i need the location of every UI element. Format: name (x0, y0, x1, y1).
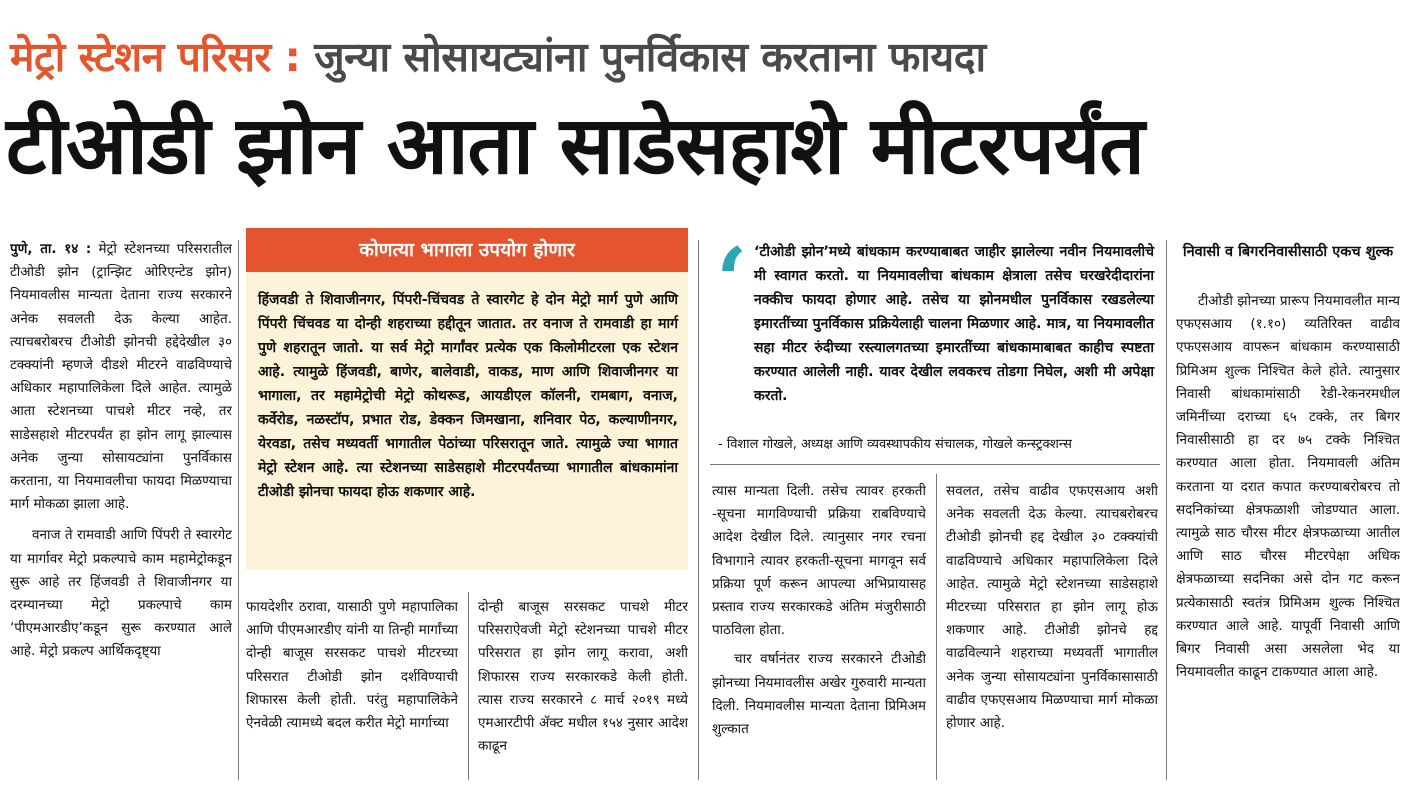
divider (710, 464, 1160, 465)
column-4-para-1: त्यास मान्यता दिली. तसेच त्यावर हरकती -सूचना मागविण्याची प्रक्रिया राबविण्याचे आदेश देखील दिले. त्यानुसार नगर रचना विभागाने त्यावर हरकती-सूचना मागवून सर्व प्रक्रिया पूर्ण करून आपल्या अभिप्रायासह प्रस्ताव राज्य सरकारकडे अंतिम मंजुरीसाठी पाठविला होता. (712, 483, 926, 639)
column-1 (10, 238, 232, 778)
headline: टीओडी झोन आता साडेसहाशे मीटरपर्यंत (6, 99, 1144, 192)
column-1-para-2: वनाज ते रामवाडी आणि पिंपरी ते स्वारगेट या मार्गावर मेट्रो प्रकल्पाचे काम महामेट्रोकडून सुरू आहे तर हिंजवडी ते शिवाजीनगर या दरम्यानच्या मेट्रो प्रकल्पाचे काम ‘पीएमआरडीए’कडून सुरू करण्यात आले आहे. मेट्रो प्रकल्प आर्थिकदृष्ट्या (10, 527, 232, 660)
divider (238, 240, 239, 780)
column-1-text-1: मेट्रो स्टेशनच्या परिसरातील टीओडी झोन (ट्रान्झिट ओरिएन्टेड झोन) नियमावलीस मान्यता देताना राज्य सरकारने अनेक सवलती देऊ केल्या आहेत. त्याचबरोबरच टीओडी झोनची हद्देदेखील ३० टक्क्यांनी म्हणजे दीडशे मीटरने वाढविण्याचे अधिकार महापालिकेला दिले आहेत. त्यामुळे आता स्टेशनच्या पाचशे मीटर नव्हे, तर साडेसहाशे मीटरपर्यंत हा झोन लागू झाल्यास अनेक जुन्या सोसायट्यांना पुनर्विकास करताना, या नियमावलीचा फायदा मिळण्याचा मार्ग मोकळा झाला आहे. (10, 241, 232, 513)
box-text: हिंजवडी ते शिवाजीनगर, पिंपरी-चिंचवड ते स्वारगेट हे दोन मेट्रो मार्ग पुणे आणि पिंपरी चिंचवड या दोन्ही शहराच्या हद्दीतून जातात. तर वनाज ते रामवाडी हा मार्ग पुणे शहरातून जातो. या सर्व मेट्रो मार्गांवर प्रत्येक एक किलोमीटरला एक स्टेशन आहे. त्यामुळे हिंजवडी, बाणेर, बालेवाडी, वाकड, माण आणि शिवाजीनगर या भागाला, तर महामेट्रोची मेट्रो कोथरूड, आयडीएल कॉलनी, रामबाग, वनाज, कर्वेरोड, नळस्टॉप, प्रभात रोड, डेक्कन जिमखाना, शनिवार पेठ, कल्याणीनगर, येरवडा, तसेच मध्यवर्ती भागातील पेठांच्या परिसरातून जाते. त्यामुळे ज्या भागात मेट्रो स्टेशन आहे. त्या स्टेशनच्या साडेसहाशे मीटरपर्यंतच्या भागातील बांधकामांना टीओडी झोनचा फायदा होऊ शकणार आहे. (258, 292, 678, 500)
divider (468, 592, 469, 780)
column-4 (712, 480, 926, 780)
column-2 (246, 596, 458, 782)
divider (698, 240, 699, 780)
column-5 (946, 480, 1158, 780)
kicker (10, 28, 1402, 84)
box-heading: कोणत्या भागाला उपयोग होणार (246, 228, 688, 272)
dateline: पुणे, ता. १४ : (10, 241, 92, 257)
column-4-para-2: चार वर्षानंतर राज्य सरकारने टीओडी झोनच्या नियमावलीस अखेर गुरुवारी मान्यता दिली. नियमावलीस मान्यता देताना प्रिमिअम शुल्कात (712, 651, 926, 738)
sidebar-heading: निवासी व बिगरनिवासीसाठी एकच शुल्क (1182, 244, 1394, 260)
kicker-red: मेट्रो स्टेशन परिसर : (10, 33, 301, 81)
column-6 (1176, 290, 1400, 780)
quote-mark: ‘ (716, 228, 748, 334)
column-3-para-1: दोन्ही बाजूस सरसकट पाचशे मीटर परिसराऐवजी मेट्रो स्टेशनच्या पाचशे मीटर परिसरात हा झोन लागू करावा, अशी शिफारस राज्य सरकारकडे केली होती. त्यास राज्य सरकारने ८ मार्च २०१९ मध्ये एमआरटीपी ॲक्ट मधील १५४ नुसार आदेश काढून (478, 599, 688, 755)
column-5-para-1: सवलत, तसेच वाढीव एफएसआय अशी अनेक सवलती देऊ केल्या. त्याचबरोबरच टीओडी झोनची हद्द देखील ३० टक्क्यांची वाढविण्याचे अधिकार महापालिकेला दिले आहेत. त्यामुळे मेट्रो स्टेशनच्या साडेसहाशे मीटरच्या परिसरात हा झोन लागू होऊ शकणार आहे. टीओडी झोनचे हद्द वाढविल्याने शहराच्या मध्यवर्ती भागातील अनेक जुन्या सोसायट्यांना पुनर्विकासासाठी वाढीव एफएसआय मिळण्याचा मार्ग मोकळा होणार आहे. (946, 483, 1158, 732)
divider (1166, 240, 1167, 780)
column-1-para-1 (10, 238, 232, 516)
column-2-para-1: फायदेशीर ठरावा, यासाठी पुणे महापालिका आणि पीएमआरडीए यांनी या तिन्ही मार्गांच्या दोन्ही बाजूस सरसकट पाचशे मीटरच्या परिसरात टीओडी झोन दर्शविण्याची शिफारस केली होती. परंतु महापालिकेने ऐनवेळी त्यामध्ये बदल करीत मेट्रो मार्गाच्या (246, 599, 458, 732)
column-3 (478, 596, 688, 782)
column-6-para-1: टीओडी झोनच्या प्रारूप नियमावलीत मान्य एफएसआय (१.१०) व्यतिरिक्त वाढीव एफएसआय वापरून बांधकाम करण्यासाठी प्रिमिअम शुल्क निश्‍चित केले होते. त्यानुसार निवासी बांधकामांसाठी रेडी-रेकनरमधील जमिनींच्या दराच्या ६५ टक्के, तर बिगर निवासीसाठी हा दर ७५ टक्के निश्‍चित करण्यात आला होता. नियमावली अंतिम करताना या दरात कपात करण्याबरोबरच तो सदनिकांच्या क्षेत्रफळाशी जोडण्यात आला. त्यामुळे साठ चौरस मीटर क्षेत्रफळाच्या आतील आणि साठ चौरस मीटरपेक्षा अधिक क्षेत्रफळाच्या सदनिका असे दोन गट करून प्रत्येकासाठी स्वतंत्र प्रिमिअम शुल्क निश्‍चित करण्यात आले आहे. यापूर्वी निवासी आणि बिगर निवासी असा असलेला भेद या नियमावलीत काढून टाकण्यात आला आहे. (1176, 293, 1400, 681)
quote-text: ‘टीओडी झोन’मध्ये बांधकाम करण्याबाबत जाहीर झालेल्या नवीन नियमावलीचे मी स्वागत करतो. या नियमावलीचा बांधकाम क्षेत्राला तसेच घरखरेदीदारांना नक्कीच फायदा होणार आहे. तसेच या झोनमधील पुनर्विकास रखडलेल्या इमारतींच्या पुनर्विकास प्रक्रियेलाही चालना मिळणार आहे. मात्र, या नियमावलीत सहा मीटर रुंदीच्या रस्त्यालगतच्या इमारतींच्या बांधकामाबाबत काहीच स्पष्टता करण्यात आलेली नाही. यावर देखील लवकरच तोडगा निघेल, अशी मी अपेक्षा करतो. (754, 244, 1154, 404)
kicker-grey: जुन्या सोसायट्यांना पुनर्विकास करताना फायदा (314, 33, 986, 81)
quote-attribution: - विशाल गोखले, अध्यक्ष आणि व्यवस्थापकीय संचालक, गोखले कन्स्ट्रक्शन्स (718, 437, 1072, 452)
divider (936, 474, 937, 780)
